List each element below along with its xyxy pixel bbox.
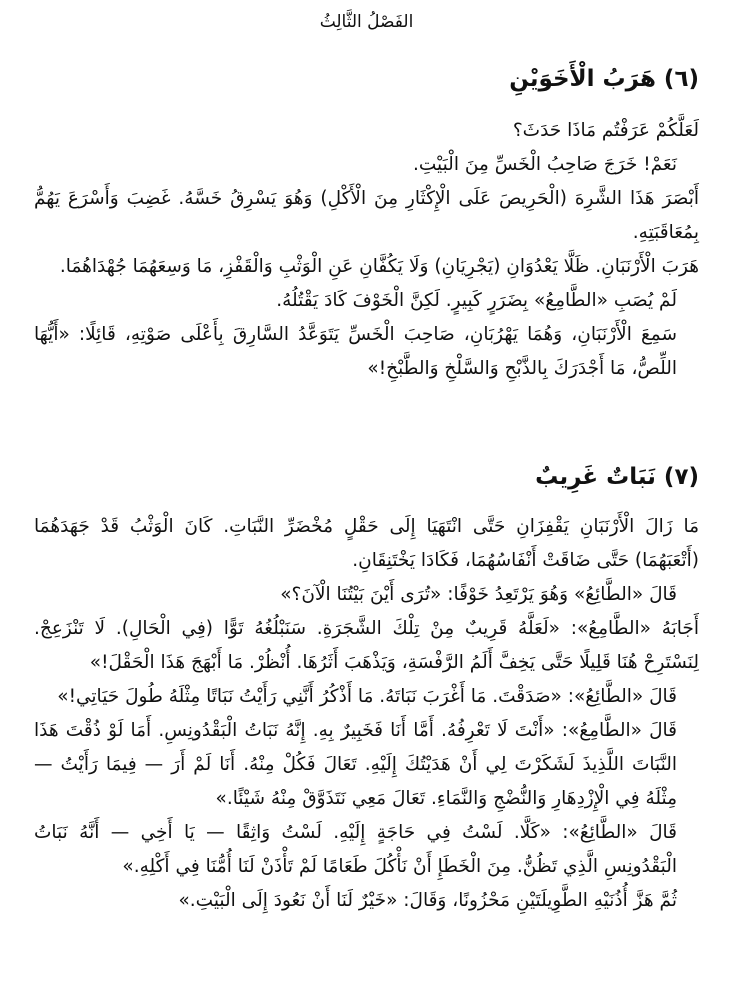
chapter-title: الفَصْلُ الثَّالِثُ [319, 12, 414, 32]
paragraph: سَمِعَ الْأَرْنَبَانِ، وَهُمَا يَهْرُبَانِ، صَاحِبَ الْخَسِّ يَتَوَعَّدُ السَّارِقَ بِأَعْلَى صَوْتِهِ، قَائِلًا: «أَيُّهَا اللِّصُّ، مَا أَجْدَرَكَ بِالذَّبْحِ وَالسَّلْخِ وَالطَّبْخِ!» [34, 324, 677, 379]
section-body-escape-of-brothers [34, 114, 699, 386]
paragraph: قَالَ «الطَّامِعُ»: «أَنْتَ لَا تَعْرِفُهُ. أَمَّا أَنَا فَخَبِيرٌ بِهِ. إِنَّهُ نَبَاتُ الْبَقْدُونِسِ. أَمَا لَوْ ذُقْتَ هَذَا النَّبَاتَ اللَّذِيذَ لَشَكَرْتَ لِي أَنْ هَدَيْتُكَ إِلَيْهِ. تَعَالَ فَكُلْ مِنْهُ. أَنَا لَمْ أَرَ — فِيمَا رَأَيْتُ — مِثْلَهُ فِي الْإِزْدِهَارِ وَالنُّضْجِ وَالنَّمَاءِ. تَعَالَ مَعِي نَتَذَوَّقْ مِنْهُ شَيْئًا.» [34, 720, 677, 809]
paragraph: لَعَلَّكُمْ عَرَفْتُم مَاذَا حَدَثَ؟ [512, 120, 699, 141]
section-title-escape-of-brothers: (٦) هَرَبُ الْأَخَوَيْنِ [509, 66, 699, 92]
paragraph: نَعَمْ! خَرَجَ صَاحِبُ الْخَسِّ مِنَ الْبَيْتِ. [412, 154, 677, 175]
paragraph: أَجَابَهُ «الطَّامِعُ»: «لَعَلَّهُ قَرِيبٌ مِنْ تِلْكَ الشَّجَرَةِ. سَنَبْلُغُهُ تَوًّا (فِي الْحَالِ). لَا تَنْزَعِجْ. لِنَسْتَرِحْ هُنَا قَلِيلًا حَتَّى يَخِفَّ أَلَمُ الرَّفْسَةِ، وَيَذْهَبَ أَثَرُهَا. أُنْظُرْ. مَا أَبْهَجَ هَذَا الْحَقْلَ!» [34, 618, 699, 673]
book-page [34, 0, 699, 1000]
paragraph: قَالَ «الطَّائِعُ»: «كَلَّا. لَسْتُ فِي حَاجَةٍ إِلَيْهِ. لَسْتُ وَاثِقًا — يَا أَخِي — أَنَّهُ نَبَاتُ الْبَقْدُونِسِ الَّذِي تَظُنُّ. مِنَ الْخَطَإِ أَنْ نَأْكُلَ طَعَامًا لَمْ تَأْذَنْ لَنَا أُمُّنَا فِي أَكْلِهِ.» [34, 822, 677, 877]
paragraph: لَمْ يُصَبِ «الطَّامِعُ» بِضَرَرٍ كَبِيرٍ. لَكِنَّ الْخَوْفَ كَادَ يَقْتُلُهُ. [276, 290, 677, 311]
paragraph: مَا زَالَ الْأَرْنَبَانِ يَقْفِزَانِ حَتَّى انْتَهَيَا إِلَى حَقْلٍ مُخْضَرِّ النَّبَاتِ. كَانَ الْوَثْبُ قَدْ جَهَدَهُمَا (أَتْعَبَهُمَا) حَتَّى ضَاقَتْ أَنْفَاسُهُمَا، فَكَادَا يَخْتَنِقَانِ. [34, 516, 699, 571]
paragraph: قَالَ «الطَّائِعُ» وَهُوَ يَرْتَعِدُ خَوْفًا: «تُرَى أَيْنَ بَيْتُنَا الْآنَ؟» [280, 584, 677, 605]
paragraph: ثُمَّ هَزَّ أُذُنَيْهِ الطَّوِيلَتَيْنِ مَحْزُونًا، وَقَالَ: «خَيْرٌ لَنَا أَنْ نَعُودَ إِلَى الْبَيْتِ.» [178, 890, 677, 911]
section-body-strange-plant [34, 510, 699, 918]
paragraph: قَالَ «الطَّائِعُ»: «صَدَقْتَ. مَا أَغْرَبَ نَبَاتَهُ. مَا أَذْكُرُ أَنَّنِي رَأَيْتُ نَبَاتًا مِثْلَهُ طُولَ حَيَاتِي!» [57, 686, 677, 707]
section-title-strange-plant: (٧) نَبَاتٌ غَرِيبٌ [535, 464, 699, 490]
paragraph: هَرَبَ الْأَرْنَبَانِ. ظَلَّا يَعْدُوَانِ (يَجْرِيَانِ) وَلَا يَكُفَّانِ عَنِ الْوَثْبِ وَالْقَفْزِ، مَا وَسِعَهُمَا جُهْدَاهُمَا. [59, 256, 699, 277]
paragraph: أَبْصَرَ هَذَا الشَّرِهَ (الْحَرِيصَ عَلَى الْإِكْثَارِ مِنَ الْأَكْلِ) وَهُوَ يَسْرِقُ خَسَّهُ. غَضِبَ وَأَسْرَعَ يَهُمُّ بِمُعَاقَبَتِهِ. [34, 188, 699, 243]
